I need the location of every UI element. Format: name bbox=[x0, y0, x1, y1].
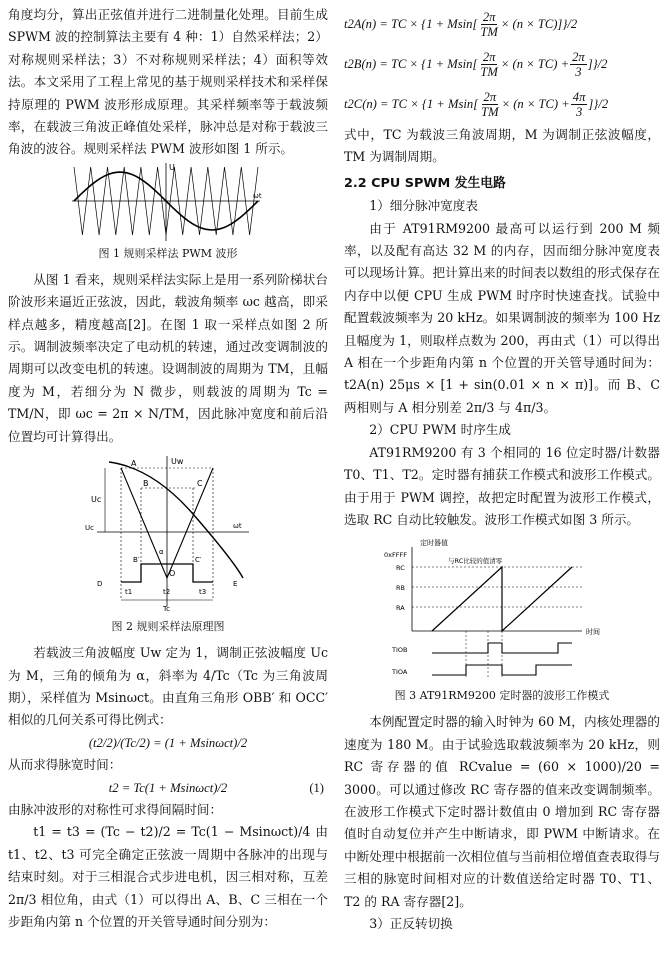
fig2-uc-axis-label: Uc bbox=[85, 524, 94, 533]
timer-config-paragraph: 本例配置定时器的输入时钟为 60 M，内核处理器的速度为 180 M。由于试验选取载波频率为 20 kHz，则 RC 寄存器的值 RCvalue = (60 × 1000)/20 = 3000。可以通过修改 RC 寄存器的值来改变调制频率。在波形工作模式下定时器计数值由 0 增加到 RC 寄存器值时自动复位并产生中断请求，即 PWM 中断请求。在中断处理中根据前一次相位值与当前相位增值查表取得与三相的脉宽时间相对应的计数值送给定时器 T0、T1、T2 的 RA 寄存器[2]。 bbox=[344, 714, 660, 909]
fig2-alpha-label: α bbox=[159, 548, 164, 557]
fig3-ffff-label: 0xFFFF bbox=[384, 551, 407, 560]
eq-c-fraction-2 bbox=[571, 90, 588, 119]
fig3-tioa-label: TIOA bbox=[392, 668, 408, 677]
eq-b-tail: ]}/2 bbox=[587, 56, 608, 71]
fig3-rb-label: RB bbox=[396, 584, 405, 593]
equation-1-number: (1) bbox=[309, 780, 324, 795]
fig1-u-label: U bbox=[169, 162, 175, 172]
eq-a-lhs: t2A(n) = TC × {1 + Msin[ bbox=[344, 16, 478, 31]
fig2-bp-label: B′ bbox=[133, 556, 140, 565]
fig2-ot-label: ωt bbox=[233, 522, 242, 531]
equation-phase-c bbox=[344, 84, 660, 124]
eq-a-fraction bbox=[478, 10, 500, 39]
fig2-t3-label: t3 bbox=[199, 588, 207, 597]
fig2-cp-label: C′ bbox=[195, 556, 202, 565]
figure-3-caption: 图 3 AT91RM9200 定时器的波形工作模式 bbox=[394, 689, 610, 703]
fig2-c-label: C bbox=[197, 479, 203, 489]
eq-c-num2: 4π bbox=[572, 89, 586, 104]
pulse-table-paragraph: 由于 AT91RM9200 最高可以运行到 200 M 频率，以及配有高达 32 M 的内存，因而细分脉冲宽度表可以现场计算。把计算出来的时间表以数组的形式保存在内存中以便 CPU 生成 PWM 时序时快速查找。试验中配置载波频率为 20 kHz。如果调制波的频率为 100 Hz 且幅度为 1，则取样点数为 200，再由式（1）可以得出 A 相在一个步距角内第 n 个位置的开关管导通时间为：t2A(n) 25μs × [1 + sin(0.01 × n × π)]。而 B、C 两相则与 A 相分别差 2π/3 与 4π/3。 bbox=[344, 220, 660, 415]
fig3-time-label: 时间 bbox=[586, 628, 600, 637]
fig2-a-label: A bbox=[131, 459, 137, 469]
eq-a-mid: × (n × TC) bbox=[500, 16, 558, 31]
figure-1-pwm-waveform bbox=[68, 161, 268, 243]
figure-2-caption: 图 2 规则采样法原理图 bbox=[111, 620, 225, 634]
eq-c-tail: ]}/2 bbox=[588, 96, 609, 111]
eq-b-fraction bbox=[478, 50, 500, 79]
eq-b-mid: × (n × TC) + bbox=[500, 56, 570, 71]
fig2-t1-label: t1 bbox=[125, 588, 133, 597]
figure-3-timer-waveform bbox=[382, 535, 622, 685]
eq-c-num: 2π bbox=[483, 89, 497, 104]
equation-1-body: t2 = Tc(1 + Msinωct)/2 bbox=[108, 780, 228, 795]
fig2-discussion-paragraph: 若载波三角波幅度 Uw 定为 1，调制正弦波幅度 Uc 为 M，三角的倾角为 α，斜率为 4/Tc（Tc 为三角波周期），采样值为 Msinωct。由直角三角形 OBB′ 和 OCC′ 相似的几何关系可得比例式： bbox=[8, 645, 328, 728]
fig3-tioa-wave bbox=[432, 665, 572, 675]
eq-a-num: 2π bbox=[482, 9, 496, 24]
subsection-3-heading: 3）正反转切换 bbox=[369, 915, 453, 931]
fig2-d-label: D bbox=[97, 580, 103, 589]
section-2-2-heading: 2.2 CPU SPWM 发生电路 bbox=[344, 175, 506, 191]
eq-c-mid: × (n × TC) + bbox=[501, 96, 570, 111]
figure-1-caption: 图 1 规则采样法 PWM 波形 bbox=[98, 246, 238, 260]
fig2-tc-label: Tc bbox=[163, 605, 170, 614]
eq-b-num2: 2π bbox=[572, 49, 585, 64]
eq-b-den2: 3 bbox=[575, 64, 582, 79]
fig3-tiob-wave bbox=[432, 643, 572, 653]
fig2-sine-curve bbox=[109, 462, 243, 578]
fig1-discussion-paragraph: 从图 1 看来，规则采样法实际上是用一系列阶梯状台阶波形来逼近正弦波，因此，载波角频率 ωc 越高，即采样点越多，精度越高[2]。在图 1 取一采样点如图 2 所示。调制波频率决定了电动机的转速，通过改变调制波的周期可以改变电机的转速。设调制波的周期为 TM，且幅度为 M，若细分为 N 微步，则载波的周期为 Tc = TM/N，即 ωc = 2π × N/TM，因此脉冲宽度和前后沿位置均可计算得出。 bbox=[8, 271, 328, 444]
equation-phase-b bbox=[344, 44, 660, 84]
where-paragraph: 式中，TC 为载波三角波周期，M 为调制正弦波幅度，TM 为调制周期。 bbox=[344, 127, 660, 165]
subsection-1-heading: 1）细分脉冲宽度表 bbox=[369, 198, 478, 214]
fig3-note-label: 与RC比较的值清零 bbox=[448, 557, 503, 566]
eq-b-fraction-2 bbox=[570, 50, 587, 79]
eq-a-tail: ]}/2 bbox=[557, 16, 578, 31]
fig2-b-label: B bbox=[143, 479, 149, 489]
eq-c-lhs: t2C(n) = TC × {1 + Msin[ bbox=[344, 96, 479, 111]
fig1-t-label: ωt bbox=[253, 191, 262, 200]
eq-c-den: TM bbox=[481, 104, 499, 119]
figure-2-sampling-principle bbox=[83, 454, 253, 616]
eq-c-fraction bbox=[479, 90, 501, 119]
fig3-value-label: 定时器值 bbox=[420, 539, 448, 548]
pulse-width-intro: 从而求得脉宽时间： bbox=[8, 757, 122, 773]
fig2-o-label: O bbox=[169, 569, 176, 579]
eq-b-den: TM bbox=[480, 64, 498, 79]
left-column bbox=[8, 4, 328, 933]
intro-paragraph: 角度均分，算出正弦值并进行二进制量化处理。目前生成 SPWM 波的控制算法主要有 4 种：1）自然采样法；2）对称规则采样法；3）不对称规则采样法；4）面积等效法。本文采用了工程上常见的基于规则采样技术和采样保持原理的 PWM 波形形成原理。其采样频率等于载波频率，在载波三角波正峰值处采样，脉冲总是对称于载波三角波的波谷。规则采样法 PWM 波形如图 1 所示。 bbox=[8, 7, 328, 157]
symmetry-intro: 由脉冲波形的对称性可求得间隔时间： bbox=[8, 801, 223, 817]
fig2-t2-label: t2 bbox=[163, 588, 171, 597]
eq-b-num: 2π bbox=[482, 49, 496, 64]
fig2-uc-label: Uc bbox=[91, 495, 102, 505]
interval-paragraph: t1 = t3 = (Tc − t2)/2 = Tc(1 − Msinωct)/4 由 t1、t2、t3 可完全确定正弦波一周期中各脉冲的出现与结束时刻。对于三相混合式步进电机，因三相对称，互差 2π/3 相位角，由式（1）可以得出 A、B、C 三相在一个步距角内第 n 个位置的开关管导通时间分别为： bbox=[8, 824, 328, 929]
timer-paragraph: AT91RM9200 有 3 个相同的 16 位定时器/计数器 T0、T1、T2。定时器有捕获工作模式和波形工作模式。由于用于 PWM 调控，故把定时配置为波形工作模式，选取 RC 自动比较触发。波形工作模式如图 3 所示。 bbox=[344, 444, 660, 527]
right-column bbox=[344, 4, 660, 935]
eq-c-den2: 3 bbox=[575, 104, 583, 119]
fig2-e-label: E bbox=[233, 580, 238, 589]
fig3-rc-label: RC bbox=[396, 564, 405, 573]
fig3-ra-label: RA bbox=[396, 604, 405, 613]
fig3-tiob-label: TIOB bbox=[392, 646, 408, 655]
equation-phase-a bbox=[344, 4, 660, 44]
ratio-equation: (t2/2)/(Tc/2) = (1 + Msinωct)/2 bbox=[88, 735, 248, 750]
eq-a-den: TM bbox=[480, 24, 498, 39]
equation-1 bbox=[8, 777, 328, 799]
subsection-2-heading: 2）CPU PWM 时序生成 bbox=[369, 422, 511, 438]
fig2-uw-label: Uw bbox=[171, 457, 184, 467]
eq-b-lhs: t2B(n) = TC × {1 + Msin[ bbox=[344, 56, 478, 71]
